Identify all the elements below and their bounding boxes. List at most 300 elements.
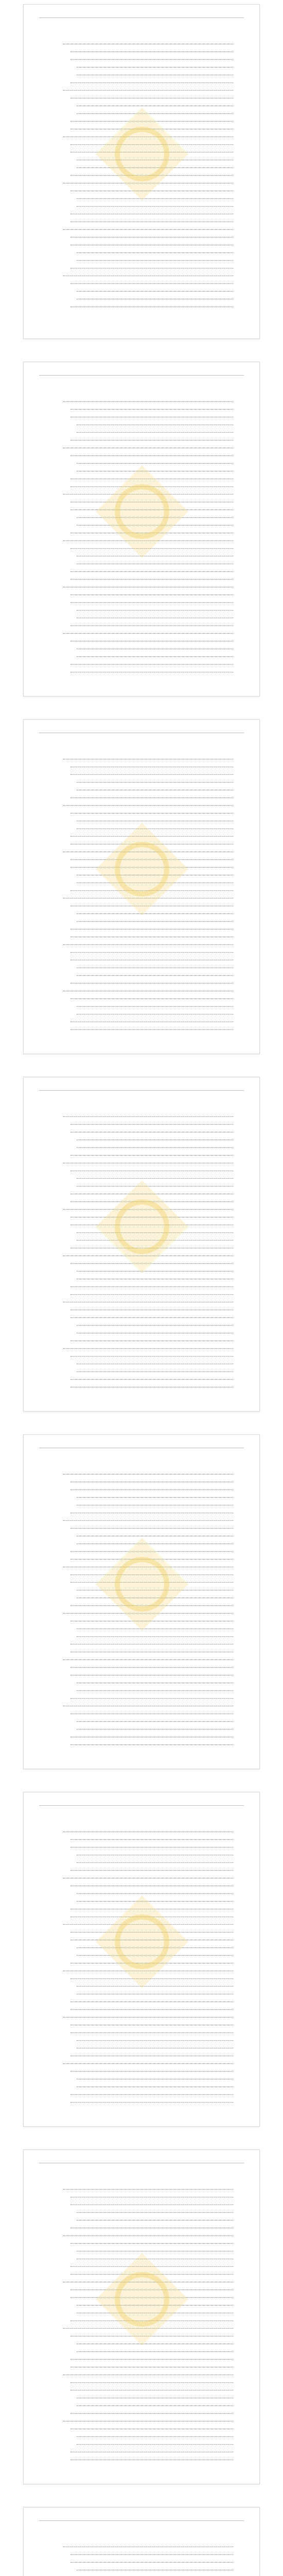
toc-entry[interactable] <box>41 154 242 161</box>
toc-entry[interactable] <box>41 208 242 215</box>
toc-leader-dots <box>70 1124 233 1125</box>
toc-entry[interactable] <box>41 2540 242 2548</box>
toc-leader-dots <box>77 432 233 433</box>
toc-entry[interactable] <box>41 666 242 673</box>
toc-entry[interactable] <box>41 1491 242 1499</box>
toc-entry[interactable] <box>41 1381 242 1388</box>
toc-entry[interactable] <box>41 1576 242 1584</box>
toc-entry[interactable] <box>41 2407 242 2415</box>
toc-entry[interactable] <box>41 627 242 635</box>
toc-entry[interactable] <box>41 1133 242 1141</box>
toc-entry[interactable] <box>41 2042 242 2049</box>
toc-entry[interactable] <box>41 1506 242 1514</box>
toc-entry[interactable] <box>41 1731 242 1738</box>
toc-entry[interactable] <box>41 200 242 208</box>
toc-entry[interactable] <box>41 1825 242 1833</box>
toc-entry[interactable] <box>41 1296 242 1303</box>
toc-entry[interactable] <box>41 1872 242 1879</box>
toc-entry[interactable] <box>41 1319 242 1327</box>
toc-entry[interactable] <box>41 2049 242 2057</box>
toc-entry[interactable] <box>41 1964 242 1972</box>
toc-entry[interactable] <box>41 915 242 923</box>
toc-leader-dots <box>70 664 233 665</box>
toc-entry[interactable] <box>41 1707 242 1715</box>
toc-entry[interactable] <box>41 1476 242 1483</box>
toc-leader-dots <box>77 913 233 914</box>
toc-entry[interactable] <box>41 1358 242 1365</box>
toc-leader-dots <box>70 1551 233 1552</box>
toc-entry[interactable] <box>41 565 242 573</box>
document-page <box>23 1434 260 1769</box>
toc-entry[interactable] <box>41 123 242 130</box>
toc-entry[interactable] <box>41 99 242 107</box>
page-footer-number <box>24 1042 259 1046</box>
toc-entry[interactable] <box>41 246 242 254</box>
toc-entry[interactable] <box>41 1373 242 1381</box>
toc-leader-dots <box>70 2243 233 2244</box>
toc-entry[interactable] <box>41 1700 242 1707</box>
toc-entry[interactable] <box>41 845 242 853</box>
toc-entry[interactable] <box>41 1738 242 1746</box>
toc-leader-dots <box>77 1721 233 1722</box>
toc-entry[interactable] <box>41 161 242 169</box>
toc-entry[interactable] <box>41 838 242 845</box>
toc-entry[interactable] <box>41 496 242 503</box>
toc-leader-dots <box>70 1379 233 1380</box>
toc-entry[interactable] <box>41 411 242 418</box>
toc-entry[interactable] <box>41 239 242 246</box>
toc-entry[interactable] <box>41 418 242 426</box>
toc-entry[interactable] <box>41 2019 242 2026</box>
toc-entry[interactable] <box>41 177 242 184</box>
toc-entry[interactable] <box>41 2556 242 2564</box>
toc-entry[interactable] <box>41 519 242 527</box>
toc-entry[interactable] <box>41 2422 242 2430</box>
toc-entry[interactable] <box>41 1249 242 1257</box>
page-footer-number <box>24 327 259 331</box>
toc-entry[interactable] <box>41 830 242 838</box>
toc-entry[interactable] <box>41 2222 242 2229</box>
toc-entry[interactable] <box>41 2353 242 2361</box>
toc-entry[interactable] <box>41 1211 242 1218</box>
toc-entry[interactable] <box>41 604 242 612</box>
toc-entry[interactable] <box>41 192 242 200</box>
toc-entry[interactable] <box>41 2206 242 2214</box>
toc-entry[interactable] <box>41 596 242 604</box>
toc-entry[interactable] <box>41 985 242 992</box>
toc-entry[interactable] <box>41 807 242 815</box>
toc-entry[interactable] <box>41 1864 242 1872</box>
toc-entry[interactable] <box>41 1849 242 1856</box>
toc-leader-dots <box>77 1636 233 1637</box>
toc-entry[interactable] <box>41 1995 242 2003</box>
toc-entry[interactable] <box>41 1949 242 1957</box>
toc-entry[interactable] <box>41 527 242 534</box>
page-header <box>39 2150 244 2163</box>
toc-leader-dots <box>70 983 233 984</box>
toc-entry[interactable] <box>41 642 242 650</box>
toc-entry[interactable] <box>41 1149 242 1157</box>
page-footer-number <box>24 1757 259 1761</box>
toc-entry[interactable] <box>41 1157 242 1164</box>
toc-entry[interactable] <box>41 465 242 472</box>
toc-leader-dots <box>70 1667 233 1668</box>
toc-leader-dots <box>70 237 233 238</box>
toc-entry[interactable] <box>41 1684 242 1692</box>
toc-entry[interactable] <box>41 169 242 177</box>
toc-entry[interactable] <box>41 277 242 285</box>
toc-leader-dots <box>70 1356 233 1357</box>
toc-entry[interactable] <box>41 1141 242 1149</box>
toc-leader-dots <box>63 1209 233 1210</box>
toc-entry[interactable] <box>41 1203 242 1211</box>
toc-entry[interactable] <box>41 293 242 300</box>
toc-entry[interactable] <box>41 2446 242 2453</box>
toc-entry[interactable] <box>41 1638 242 1646</box>
toc-entry[interactable] <box>41 1553 242 1561</box>
toc-entry[interactable] <box>41 2453 242 2461</box>
toc-entry[interactable] <box>41 1257 242 1265</box>
toc-entry[interactable] <box>41 262 242 269</box>
toc-leader-dots <box>70 625 233 626</box>
toc-entry[interactable] <box>41 784 242 791</box>
toc-entry[interactable] <box>41 76 242 84</box>
toc-entry[interactable] <box>41 791 242 799</box>
toc-leader-dots <box>70 2382 233 2383</box>
toc-entry[interactable] <box>41 961 242 969</box>
toc-entry[interactable] <box>41 1195 242 1203</box>
toc-entry[interactable] <box>41 395 242 403</box>
toc-entry[interactable] <box>41 1599 242 1607</box>
toc-entry[interactable] <box>41 1669 242 1676</box>
toc-entry[interactable] <box>41 2399 242 2407</box>
toc-entry[interactable] <box>41 45 242 53</box>
toc-entry[interactable] <box>41 1879 242 1887</box>
toc-entry[interactable] <box>41 2392 242 2399</box>
toc-entry[interactable] <box>41 2080 242 2088</box>
toc-entry[interactable] <box>41 434 242 442</box>
toc-entry[interactable] <box>41 853 242 861</box>
toc-leader-dots <box>70 2032 233 2033</box>
toc-entry[interactable] <box>41 1234 242 1242</box>
toc-entry[interactable] <box>41 2376 242 2384</box>
toc-entry[interactable] <box>41 1646 242 1653</box>
toc-entry[interactable] <box>41 1265 242 1273</box>
toc-leader-dots <box>77 1371 233 1372</box>
toc-entry[interactable] <box>41 2291 242 2299</box>
toc-entry[interactable] <box>41 876 242 884</box>
toc-entry[interactable] <box>41 1537 242 1545</box>
toc-entry[interactable] <box>41 1164 242 1172</box>
toc-entry[interactable] <box>41 442 242 449</box>
toc-entry[interactable] <box>41 992 242 1000</box>
toc-entry[interactable] <box>41 1311 242 1319</box>
toc-entry[interactable] <box>41 1172 242 1180</box>
toc-entry[interactable] <box>41 2073 242 2080</box>
toc-entry[interactable] <box>41 2065 242 2073</box>
toc-entry[interactable] <box>41 84 242 92</box>
toc-entry[interactable] <box>41 426 242 434</box>
toc-entry[interactable] <box>41 1180 242 1188</box>
toc-entry[interactable] <box>41 969 242 977</box>
toc-entry[interactable] <box>41 146 242 154</box>
toc-entry[interactable] <box>41 231 242 239</box>
toc-entry[interactable] <box>41 1342 242 1350</box>
toc-entry[interactable] <box>41 1615 242 1622</box>
toc-entry[interactable] <box>41 1303 242 1311</box>
toc-entry[interactable] <box>41 869 242 876</box>
toc-entry[interactable] <box>41 930 242 938</box>
toc-entry[interactable] <box>41 107 242 115</box>
toc-entry[interactable] <box>41 1676 242 1684</box>
toc-entry[interactable] <box>41 2322 242 2330</box>
toc-entry[interactable] <box>41 557 242 565</box>
toc-entry[interactable] <box>41 1980 242 1988</box>
toc-entry[interactable] <box>41 954 242 961</box>
toc-leader-dots <box>70 2359 233 2360</box>
toc-leader-dots <box>63 805 233 806</box>
toc-entry[interactable] <box>41 1218 242 1226</box>
toc-entry[interactable] <box>41 1568 242 1576</box>
toc-entry[interactable] <box>41 1350 242 1358</box>
toc-entry[interactable] <box>41 1841 242 1849</box>
toc-entry[interactable] <box>41 2430 242 2438</box>
toc-entry[interactable] <box>41 1934 242 1941</box>
toc-entry[interactable] <box>41 1988 242 1995</box>
toc-entry[interactable] <box>41 1545 242 1553</box>
toc-entry[interactable] <box>41 550 242 557</box>
document-page <box>23 1077 260 1412</box>
toc-leader-dots <box>70 1263 233 1264</box>
toc-entry[interactable] <box>41 822 242 830</box>
toc-entry[interactable] <box>41 2260 242 2268</box>
toc-entry[interactable] <box>41 768 242 776</box>
toc-entry[interactable] <box>41 946 242 954</box>
toc-entry[interactable] <box>41 1926 242 1934</box>
toc-entry[interactable] <box>41 223 242 231</box>
toc-entry[interactable] <box>41 2337 242 2345</box>
toc-entry[interactable] <box>41 2438 242 2446</box>
toc-entry[interactable] <box>41 900 242 907</box>
toc-entry[interactable] <box>41 1607 242 1615</box>
toc-entry[interactable] <box>41 1499 242 1506</box>
toc-entry[interactable] <box>41 1622 242 1630</box>
toc-entry[interactable] <box>41 1118 242 1126</box>
toc-entry[interactable] <box>41 449 242 457</box>
toc-entry[interactable] <box>41 573 242 581</box>
toc-entry[interactable] <box>41 1334 242 1342</box>
toc-list <box>24 395 259 673</box>
toc-entry[interactable] <box>41 2034 242 2042</box>
toc-entry[interactable] <box>41 612 242 619</box>
toc-entry[interactable] <box>41 1833 242 1841</box>
toc-entry[interactable] <box>41 2283 242 2291</box>
toc-leader-dots <box>77 2405 233 2406</box>
toc-entry[interactable] <box>41 1584 242 1591</box>
toc-entry[interactable] <box>41 635 242 642</box>
toc-entry[interactable] <box>41 1630 242 1638</box>
toc-entry[interactable] <box>41 457 242 465</box>
toc-entry[interactable] <box>41 2299 242 2307</box>
toc-entry[interactable] <box>41 753 242 760</box>
toc-entry[interactable] <box>41 1188 242 1195</box>
toc-entry[interactable] <box>41 2415 242 2422</box>
toc-entry[interactable] <box>41 2096 242 2104</box>
toc-entry[interactable] <box>41 799 242 807</box>
toc-list <box>24 1110 259 1388</box>
toc-entry[interactable] <box>41 581 242 588</box>
toc-entry[interactable] <box>41 2361 242 2368</box>
toc-entry[interactable] <box>41 61 242 69</box>
toc-entry[interactable] <box>41 254 242 262</box>
toc-entry[interactable] <box>41 138 242 146</box>
toc-entry[interactable] <box>41 2057 242 2065</box>
toc-entry[interactable] <box>41 1126 242 1133</box>
toc-entry[interactable] <box>41 1661 242 1669</box>
toc-entry[interactable] <box>41 923 242 930</box>
toc-leader-dots <box>70 144 233 145</box>
toc-leader-dots <box>70 1029 233 1030</box>
toc-entry[interactable] <box>41 2003 242 2011</box>
toc-entry[interactable] <box>41 403 242 411</box>
toc-entry[interactable] <box>41 2214 242 2222</box>
toc-entry[interactable] <box>41 650 242 658</box>
toc-entry[interactable] <box>41 2011 242 2019</box>
toc-entry[interactable] <box>41 2268 242 2276</box>
toc-entry[interactable] <box>41 269 242 277</box>
toc-entry[interactable] <box>41 1483 242 1491</box>
toc-leader-dots <box>63 1659 233 1660</box>
toc-entry[interactable] <box>41 2571 242 2576</box>
toc-entry[interactable] <box>41 619 242 627</box>
toc-entry[interactable] <box>41 1015 242 1023</box>
toc-entry[interactable] <box>41 2252 242 2260</box>
toc-entry[interactable] <box>41 2183 242 2191</box>
toc-entry[interactable] <box>41 1723 242 1731</box>
toc-entry[interactable] <box>41 2345 242 2353</box>
toc-entry[interactable] <box>41 2307 242 2314</box>
toc-entry[interactable] <box>41 1000 242 1008</box>
toc-entry[interactable] <box>41 1715 242 1723</box>
toc-entry[interactable] <box>41 2245 242 2252</box>
toc-entry[interactable] <box>41 1365 242 1373</box>
toc-entry[interactable] <box>41 2088 242 2096</box>
toc-entry[interactable] <box>41 2368 242 2376</box>
document-page <box>23 2149 260 2484</box>
toc-leader-dots <box>70 1932 233 1933</box>
toc-entry[interactable] <box>41 2564 242 2571</box>
toc-entry[interactable] <box>41 2314 242 2322</box>
toc-entry[interactable] <box>41 1008 242 1015</box>
toc-entry[interactable] <box>41 2026 242 2034</box>
toc-entry[interactable] <box>41 488 242 496</box>
toc-leader-dots <box>70 1286 233 1287</box>
toc-entry[interactable] <box>41 1856 242 1864</box>
toc-entry[interactable] <box>41 588 242 596</box>
toc-entry[interactable] <box>41 2548 242 2556</box>
toc-leader-dots <box>63 1613 233 1614</box>
toc-entry[interactable] <box>41 815 242 822</box>
toc-entry[interactable] <box>41 907 242 915</box>
toc-entry[interactable] <box>41 2384 242 2392</box>
toc-entry[interactable] <box>41 977 242 985</box>
toc-entry[interactable] <box>41 285 242 293</box>
toc-entry[interactable] <box>41 1591 242 1599</box>
toc-entry[interactable] <box>41 1288 242 1296</box>
toc-entry[interactable] <box>41 1242 242 1249</box>
toc-entry[interactable] <box>41 53 242 61</box>
toc-entry[interactable] <box>41 884 242 892</box>
toc-entry[interactable] <box>41 1918 242 1926</box>
toc-entry[interactable] <box>41 1273 242 1280</box>
toc-entry[interactable] <box>41 2330 242 2337</box>
toc-entry[interactable] <box>41 1910 242 1918</box>
toc-entry[interactable] <box>41 38 242 45</box>
toc-entry[interactable] <box>41 1895 242 1903</box>
toc-entry[interactable] <box>41 1468 242 1476</box>
toc-heading <box>24 1458 259 1464</box>
toc-entry[interactable] <box>41 2198 242 2206</box>
toc-entry[interactable] <box>41 1530 242 1537</box>
toc-entry[interactable] <box>41 658 242 666</box>
toc-entry[interactable] <box>41 1023 242 1031</box>
toc-entry[interactable] <box>41 1514 242 1522</box>
toc-entry[interactable] <box>41 503 242 511</box>
toc-entry[interactable] <box>41 69 242 76</box>
toc-entry[interactable] <box>41 760 242 768</box>
toc-list <box>24 2540 259 2576</box>
toc-entry[interactable] <box>41 1957 242 1964</box>
toc-entry[interactable] <box>41 130 242 138</box>
toc-entry[interactable] <box>41 1903 242 1910</box>
toc-leader-dots <box>77 2305 233 2306</box>
toc-entry[interactable] <box>41 184 242 192</box>
toc-leader-dots <box>70 2390 233 2391</box>
toc-entry[interactable] <box>41 2229 242 2237</box>
toc-entry[interactable] <box>41 115 242 123</box>
toc-entry[interactable] <box>41 534 242 542</box>
toc-entry[interactable] <box>41 542 242 550</box>
toc-entry[interactable] <box>41 480 242 488</box>
toc-leader-dots <box>70 59 233 60</box>
toc-entry[interactable] <box>41 1522 242 1530</box>
toc-leader-dots <box>70 1574 233 1575</box>
toc-entry[interactable] <box>41 511 242 519</box>
toc-entry[interactable] <box>41 1561 242 1568</box>
toc-entry[interactable] <box>41 1280 242 1288</box>
toc-entry[interactable] <box>41 92 242 99</box>
toc-entry[interactable] <box>41 2191 242 2198</box>
toc-entry[interactable] <box>41 2276 242 2283</box>
toc-entry[interactable] <box>41 1972 242 1980</box>
toc-entry[interactable] <box>41 776 242 784</box>
toc-entry[interactable] <box>41 892 242 900</box>
toc-entry[interactable] <box>41 1887 242 1895</box>
toc-entry[interactable] <box>41 1110 242 1118</box>
toc-entry[interactable] <box>41 938 242 946</box>
toc-entry[interactable] <box>41 472 242 480</box>
toc-entry[interactable] <box>41 1941 242 1949</box>
toc-leader-dots <box>77 2040 233 2041</box>
toc-entry[interactable] <box>41 861 242 869</box>
toc-entry[interactable] <box>41 300 242 308</box>
toc-entry[interactable] <box>41 215 242 223</box>
toc-entry[interactable] <box>41 2237 242 2245</box>
toc-entry[interactable] <box>41 1327 242 1334</box>
toc-entry[interactable] <box>41 1226 242 1234</box>
toc-entry[interactable] <box>41 1653 242 1661</box>
toc-entry[interactable] <box>41 1692 242 1700</box>
